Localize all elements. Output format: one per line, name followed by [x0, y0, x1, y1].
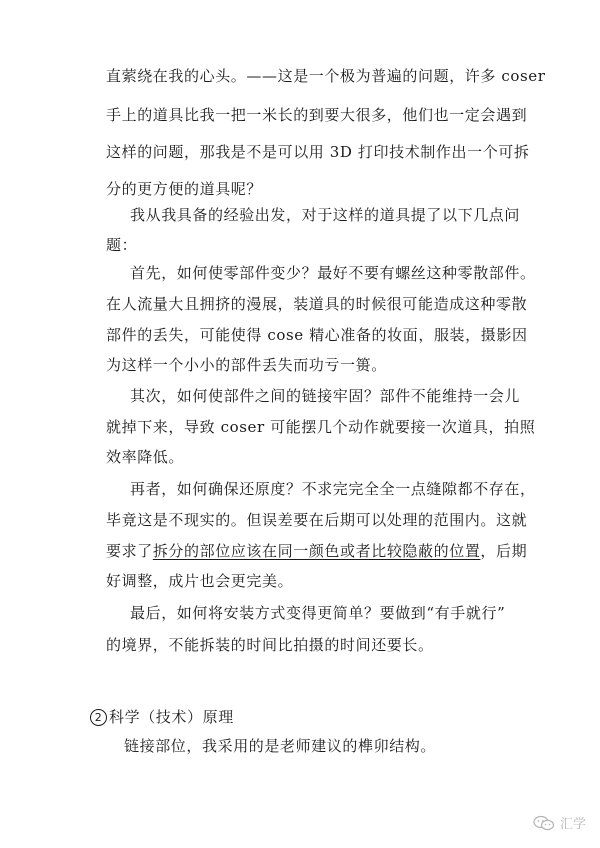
paragraph-6-line-2: 的境界，不能拆装的时间比拍摄的时间还要长。: [106, 636, 434, 654]
paragraph-2-line-2: 题：: [106, 236, 138, 254]
paragraph-6-line-1: 最后，如何将安装方式变得更简单？要做到“有手就行”: [130, 604, 506, 622]
paragraph-3-line-4: 为这样一个小小的部件丢失而功亏一篑。: [106, 356, 387, 374]
paragraph-1-line-4: 分的更方便的道具呢？: [106, 180, 263, 198]
paragraph-5-line-1: 再者，如何确保还原度？不求完完全全一点缝隙都不存在，: [130, 480, 536, 498]
paragraph-5-line-3-prefix: 要求了: [106, 542, 153, 560]
paragraph-4-line-2: 就掉下来，导致 coser 可能摆几个动作就要接一次道具，拍照: [106, 418, 536, 436]
paragraph-5-line-3: [106, 541, 527, 561]
section-heading: [90, 707, 234, 727]
section-body: 链接部位，我采用的是老师建议的榫卯结构。: [124, 737, 437, 755]
paragraph-2-line-1: 我从我具备的经验出发，对于这样的道具提了以下几点问: [130, 206, 521, 224]
watermark-text: 汇学: [559, 817, 586, 832]
section-title: 科学（技术）原理: [109, 708, 234, 726]
paragraph-3-line-3: 部件的丢失，可能使得 cose 精心准备的妆面，服装，摄影因: [106, 326, 528, 344]
wechat-icon: [533, 815, 555, 831]
paragraph-4-line-1: 其次，如何使部件之间的链接牢固？部件不能维持一会儿: [130, 387, 521, 405]
paragraph-3-line-2: 在人流量大且拥挤的漫展，装道具的时候很可能造成这种零散: [106, 295, 528, 313]
paragraph-5-line-4: 好调整，成片也会更完美。: [106, 572, 294, 590]
section-number: 2: [90, 709, 107, 726]
paragraph-1-line-3: 这样的问题，那我是不是可以用 3D 打印技术制作出一个可拆: [106, 143, 530, 161]
paragraph-4-line-3: 效率降低。: [106, 448, 185, 466]
paragraph-1-line-2: 手上的道具比我一把一米长的到要大很多，他们也一定会遇到: [106, 106, 528, 124]
paragraph-1-line-1: 直萦绕在我的心头。——这是一个极为普遍的问题，许多 coser: [106, 67, 546, 85]
paragraph-5-line-3-suffix: ，后期: [480, 542, 528, 560]
paragraph-5-line-2: 毕竟这是不现实的。但误差要在后期可以处理的范围内。这就: [106, 511, 528, 529]
watermark: [533, 813, 586, 832]
paragraph-3-line-1: 首先，如何使零部件变少？最好不要有螺丝这种零散部件。: [130, 264, 536, 282]
underlined-requirement: 拆分的部位应该在同一颜色或者比较隐蔽的位置: [152, 542, 481, 560]
